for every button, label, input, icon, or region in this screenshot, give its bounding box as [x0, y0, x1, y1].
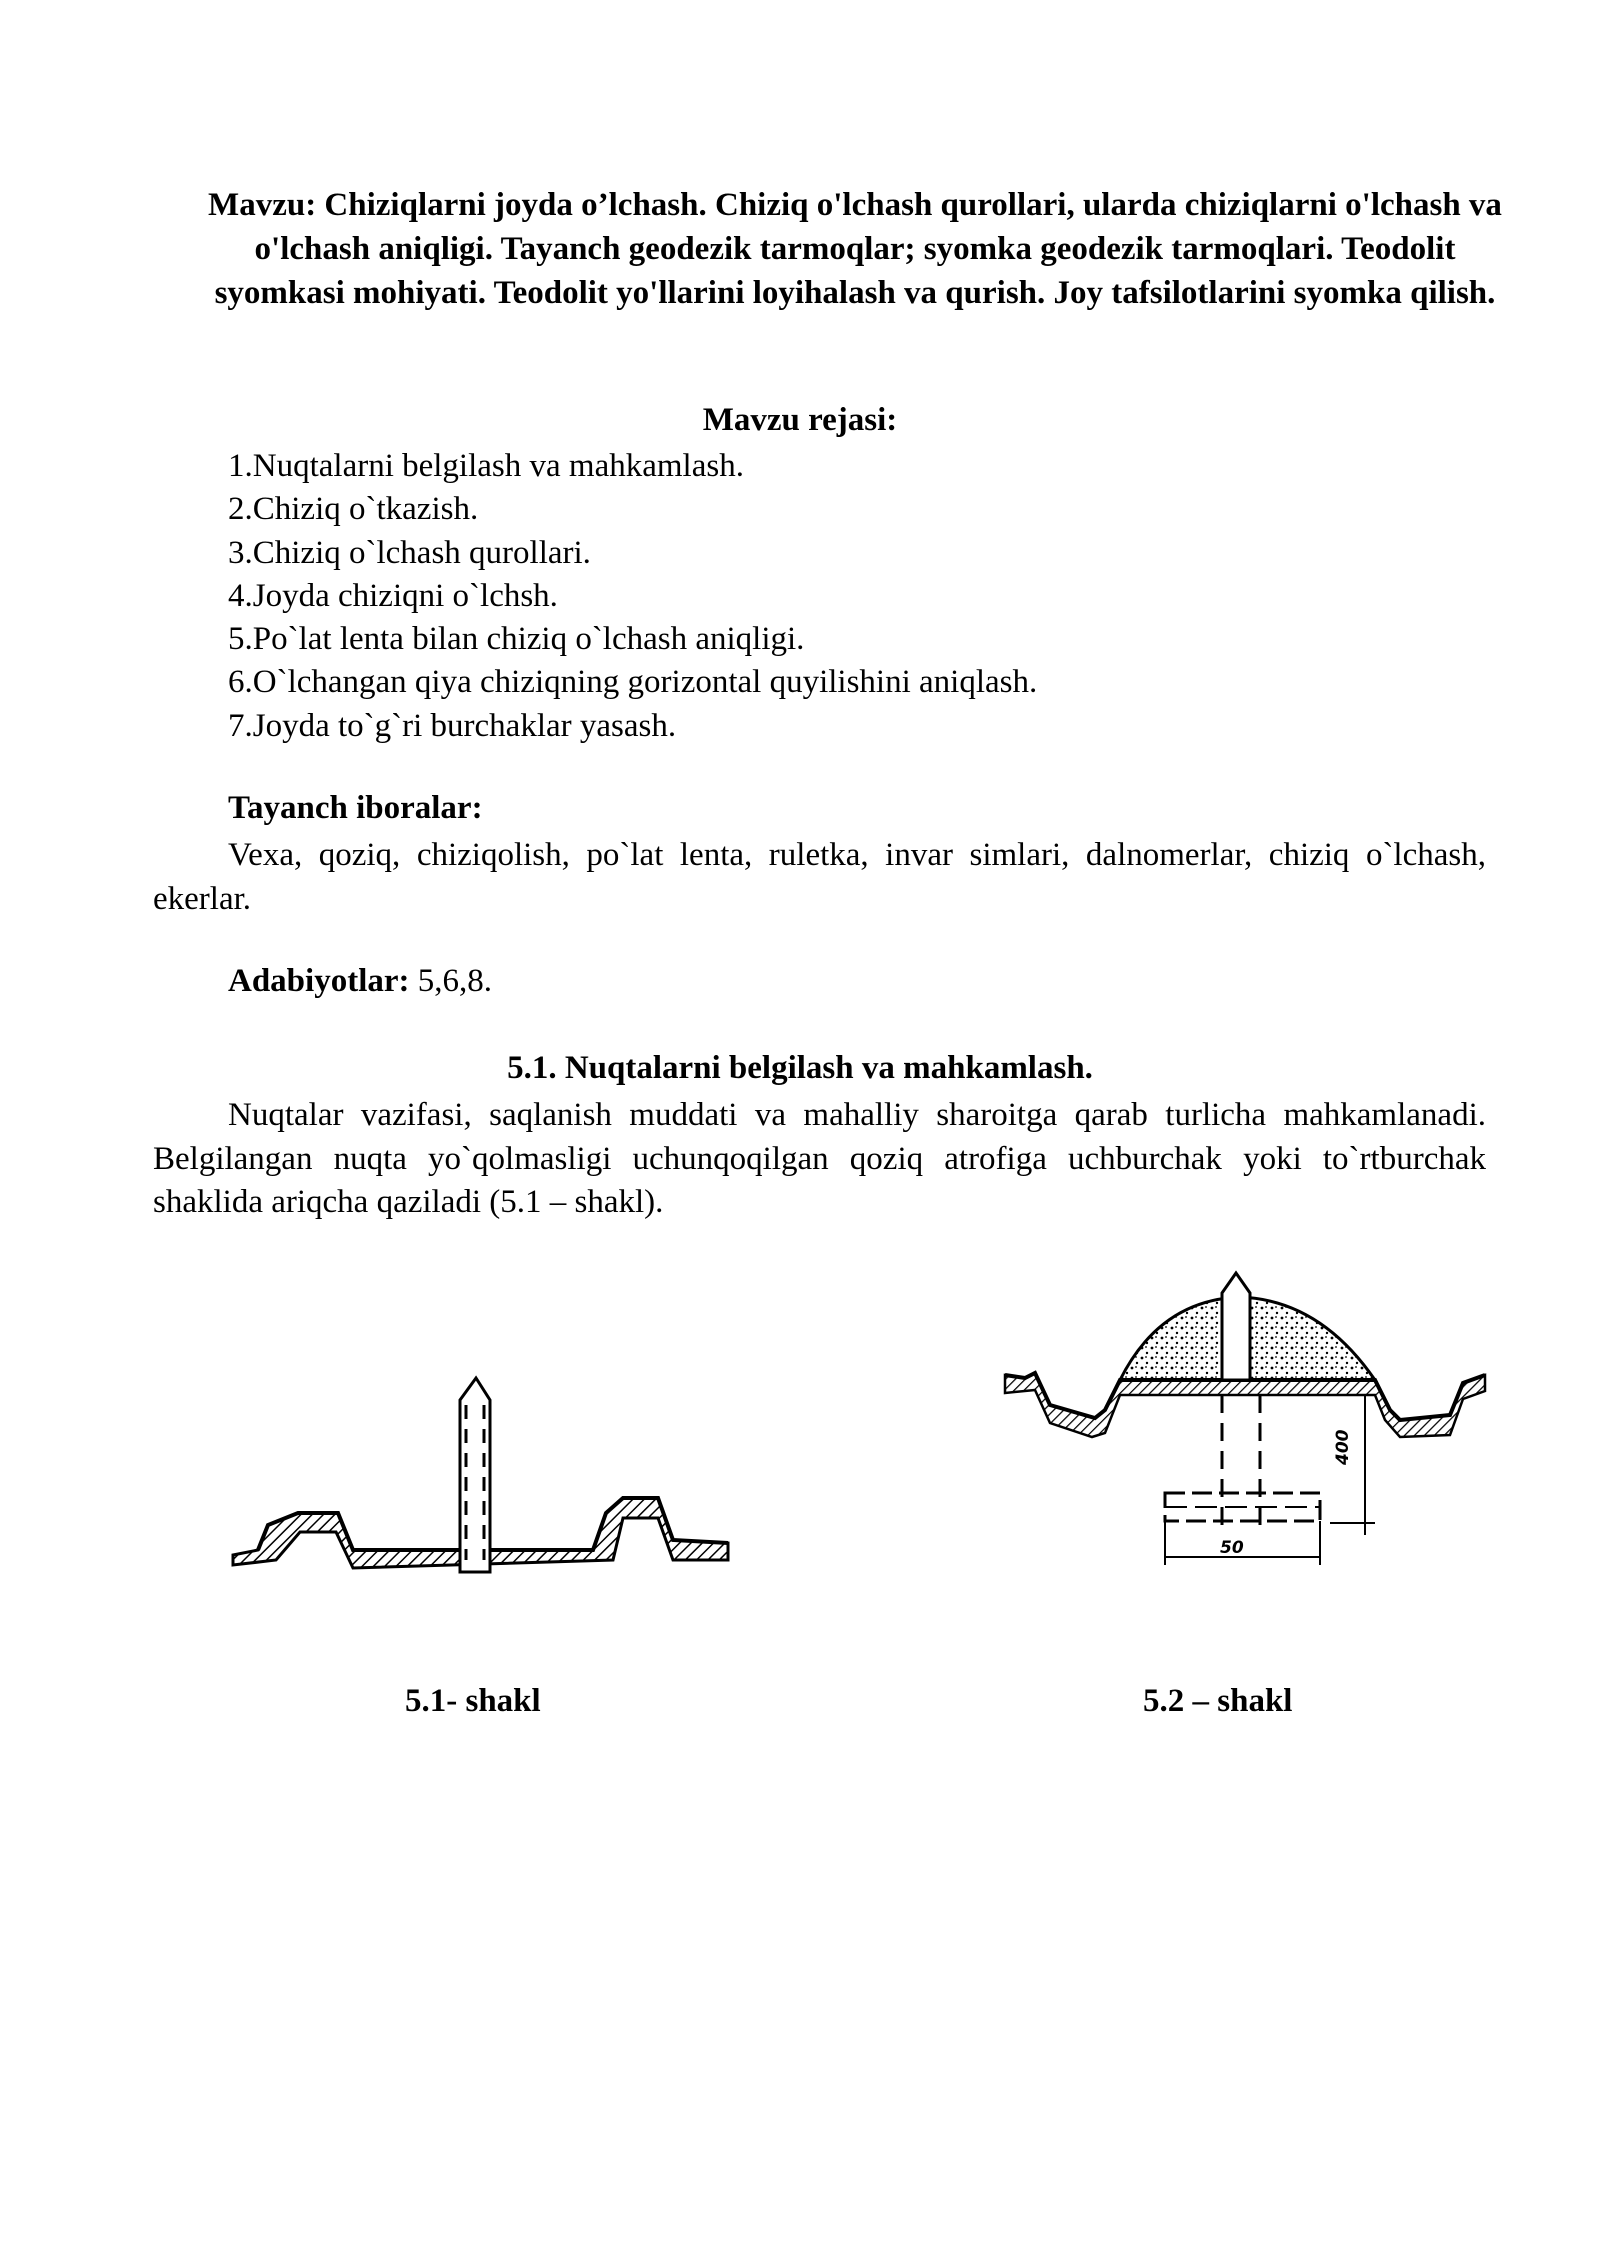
section-text: Nuqtalar vazifasi, saqlanish muddati va mahalliy sharoitga qarab turlicha mahkamlanadi. Belgilangan nuqta yo`qolmasligi uchunqoqilgan qoziq atrofiga uchburchak yoki to`rtburchak shaklida ariqcha qaziladi (5.1 – shakl).: [153, 1097, 1486, 1220]
figure-5-2-caption: 5.2 – shakl: [1143, 1683, 1293, 1719]
figure-5-1-caption: 5.1- shakl: [405, 1683, 541, 1719]
figure-5-2-dim-horizontal: 50: [1220, 1538, 1244, 1558]
figure-5-2-stake-with-mound: [1000, 1265, 1490, 1585]
page-title: Mavzu: Chiziqlarni joyda o’lchash. Chiziq o'lchash qurollari, ularda chiziqlarni o'lchash va o'lchash aniqligi. Tayanch geodezik tarmoqlar; syomka geodezik tarmoqlari. Teodolit syomkasi mohiyati. Teodolit yo'llarini loyihalash va qurish. Joy tafsilotlarini syomka qilish.: [208, 187, 1502, 311]
section-heading: 5.1. Nuqtalarni belgilash va mahkamlash.: [507, 1050, 1093, 1086]
plan-item: 6.O`lchangan qiya chiziqning gorizontal quyilishini aniqlash.: [228, 664, 1038, 701]
literature-label: Adabiyotlar:: [228, 963, 410, 999]
plan-item: 3.Chiziq o`lchash qurollari.: [228, 534, 591, 571]
key-terms-heading: Tayanch iboralar:: [228, 790, 483, 826]
figure-5-1-stake-with-ditch: [228, 1360, 738, 1580]
plan-item: 7.Joyda to`g`ri burchaklar yasash.: [228, 707, 677, 744]
plan-item: 1.Nuqtalarni belgilash va mahkamlash.: [228, 448, 744, 484]
plan-heading: Mavzu rejasi:: [702, 402, 898, 438]
key-terms-text: Vexa, qoziq, chiziqolish, po`lat lenta, ruletka, invar simlari, dalnomerlar, chiziq o`lchash, ekerlar.: [153, 837, 1486, 917]
plan-list: [228, 445, 1037, 748]
plan-item: 2.Chiziq o`tkazish.: [228, 491, 479, 528]
literature-line: [228, 963, 492, 1000]
plan-item: 4.Joyda chiziqni o`lchsh.: [228, 577, 558, 614]
figure-5-2-dim-vertical: 400: [1333, 1429, 1353, 1465]
literature-value: 5,6,8.: [409, 963, 492, 999]
plan-item: 5.Po`lat lenta bilan chiziq o`lchash aniqligi.: [228, 621, 805, 658]
